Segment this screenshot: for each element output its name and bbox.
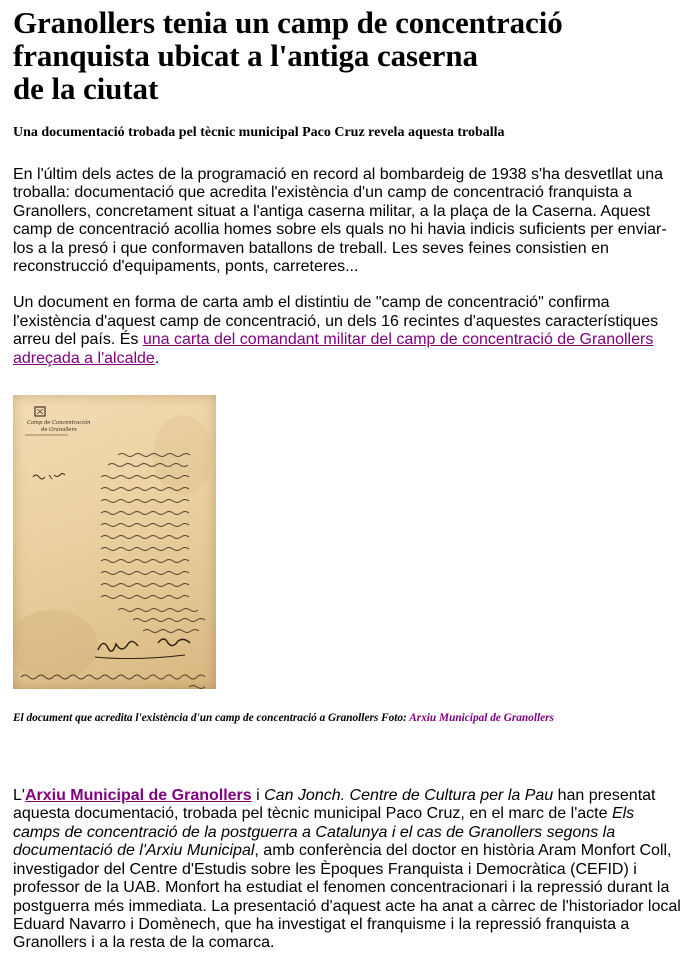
article <box>13 0 681 953</box>
archive-link[interactable]: Arxiu Municipal de Granollers <box>24 787 252 805</box>
signature <box>98 639 190 651</box>
paragraph-archive <box>13 787 681 953</box>
text-segment: i <box>251 787 265 805</box>
paragraph-text: Un document en forma de carta amb el distintiu de "camp de concentració" confirma l'existència d'aquest camp de concentració, un dels 16 recintes d'aquestes característiques arreu del país. És <box>13 294 659 349</box>
letterhead-line: de Granollers <box>41 427 77 434</box>
italic-segment: Els camps de concentració de la postguerra a Catalunya i el cas de Granollers segons la documentació de l'Arxiu Municipal <box>13 805 635 860</box>
caption-text: El document que acredita l'existència d'un camp de concentració a Granollers Foto: <box>13 712 410 725</box>
letter-link[interactable]: una carta del comandant militar del camp de concentració de Granollers adreçada a l'alcalde <box>13 331 654 367</box>
paragraph-document <box>13 294 681 368</box>
image-caption <box>13 711 681 725</box>
title-line: Granollers tenia un camp de concentració <box>13 5 563 40</box>
text-segment: , amb conferència del doctor en història Aram Monfort Coll, investigador del Centre d'Estudis sobre les Èpoques Franquista i Democràtica (CEFID) i professor de la UAB. Monfort ha estudiat el fenomen concentracionari i la repressió durant la postguerra més immediata. La presentació d'aquest acte ha anat a càrrec de l'historiador local Eduard Navarro i Domènech, que ha investigat el franquisme i la repressió franquista a Granollers i a la resta de la comarca. <box>13 842 681 952</box>
article-subtitle: Una documentació trobada pel tècnic municipal Paco Cruz revela aquesta troballa <box>13 125 505 140</box>
letter-photo <box>13 395 216 689</box>
paragraph-archive-wrapper <box>13 787 681 953</box>
text-segment: han presentat aquesta documentació, trobada pel tècnic municipal Paco Cruz, en el marc de l'acte <box>13 787 656 823</box>
seal-icon <box>35 407 45 416</box>
title-line: franquista ubicat a l'antiga caserna <box>13 38 478 73</box>
italic-segment: Can Jonch. Centre de Cultura per la Pau <box>264 787 554 805</box>
text-segment: L' <box>13 787 25 805</box>
paragraph-intro: En l'últim dels actes de la programació en record al bombardeig de 1938 s'ha desvetllat una troballa: documentació que acredita l'existència d'un camp de concentració franquista a Granollers, concretament situat a l'antiga caserna militar, a la plaça de la Caserna. Aquest camp de concentració acollia homes sobre els quals no hi havia indicis suficients per enviar-los a la presó i que conformaven batallons de treball. Les seves feines consistien en reconstrucció d'equipaments, ponts, carreteres... <box>13 166 667 276</box>
title-line: de la ciutat <box>13 71 159 106</box>
paragraph-end: . <box>154 349 160 367</box>
caption-credit-link[interactable]: Arxiu Municipal de Granollers <box>409 712 554 725</box>
handwritten-letter-image <box>13 395 216 689</box>
letterhead-line: Camp de Concentración <box>27 420 91 427</box>
article-title <box>13 6 681 105</box>
